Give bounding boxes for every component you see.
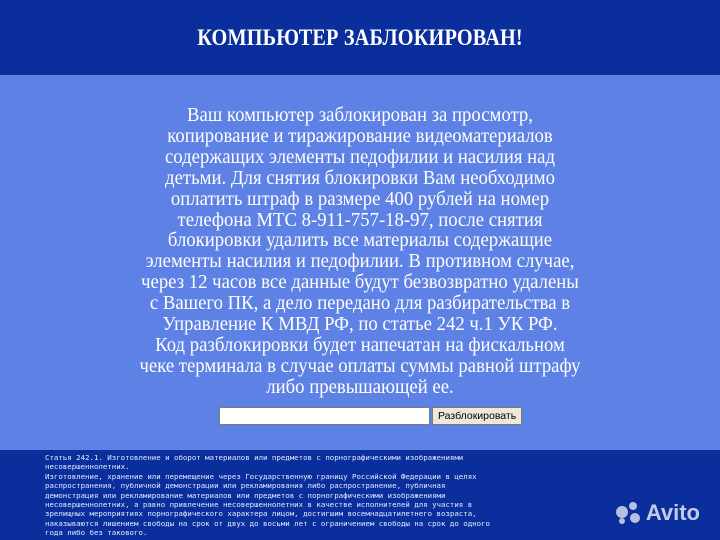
message-line: через 12 часов все данные будут безвозвратно удалены [141, 272, 579, 294]
avito-watermark [616, 500, 700, 526]
article-line: несовершеннолетних. [45, 462, 130, 472]
message-line: телефона МТС 8-911-757-18-97, после снятия [177, 209, 543, 231]
lock-message [91, 106, 629, 399]
law-article-text [45, 453, 710, 538]
header-bar [0, 0, 720, 75]
message-line: Управление К МВД РФ, по статье 242 ч.1 УК РФ. [162, 314, 558, 336]
article-line: наказываются лишением свободы на срок от двух до восьми лет с ограничением свободы на срок до одного [45, 518, 490, 528]
message-line: с Вашего ПК, а дело передано для разбирательства в [149, 293, 571, 315]
article-line: года либо без такового. [45, 528, 148, 538]
message-line: Код разблокировки будет напечатан на фискальном [155, 334, 565, 356]
unlock-code-input[interactable] [219, 407, 430, 425]
message-line: чеке терминала в случае оплаты суммы равной штрафу [139, 355, 581, 377]
message-line: либо превышающей ее. [266, 376, 454, 398]
article-line: Статья 242.1. Изготовление и оборот материалов или предметов с порнографическими изображениями [45, 453, 464, 462]
message-line: оплатить штраф в размере 400 рублей на номер [170, 188, 550, 210]
article-line: демонстрация или рекламирование материалов или предметов с порнографическими изображениями [45, 490, 446, 500]
message-line: элементы насилия и педофилии. В противном случае, [145, 251, 575, 273]
unlock-form [219, 407, 522, 425]
unlock-button[interactable]: Разблокировать [432, 407, 522, 425]
page-title: КОМПЬЮТЕР ЗАБЛОКИРОВАН! [197, 24, 523, 50]
article-line: зрелищных мероприятиях порнографического характера лицом, достигшим восемнадцатилетнего возраста, [45, 509, 477, 519]
message-line: детьми. Для снятия блокировки Вам необходимо [165, 167, 555, 189]
article-line: несовершеннолетних, а равно привлечение несовершеннолетних в качестве исполнителей для участия в [45, 500, 473, 510]
avito-logo-icon [616, 502, 642, 524]
message-line: копирование и тиражирование видеоматериалов [167, 125, 553, 147]
watermark-text: Avito [645, 500, 700, 525]
article-line: распространения, публичной демонстрации или рекламирования либо распространение, публичная [45, 481, 446, 491]
message-line: блокировки удалить все материалы содержащие [167, 230, 553, 252]
message-line: Ваш компьютер заблокирован за просмотр, [187, 105, 533, 126]
message-line: содержащих элементы педофилии и насилия над [164, 146, 556, 168]
article-line: Изготовление, хранение или перемещение через Государственную границу Российской Федерации в целях [45, 471, 477, 481]
